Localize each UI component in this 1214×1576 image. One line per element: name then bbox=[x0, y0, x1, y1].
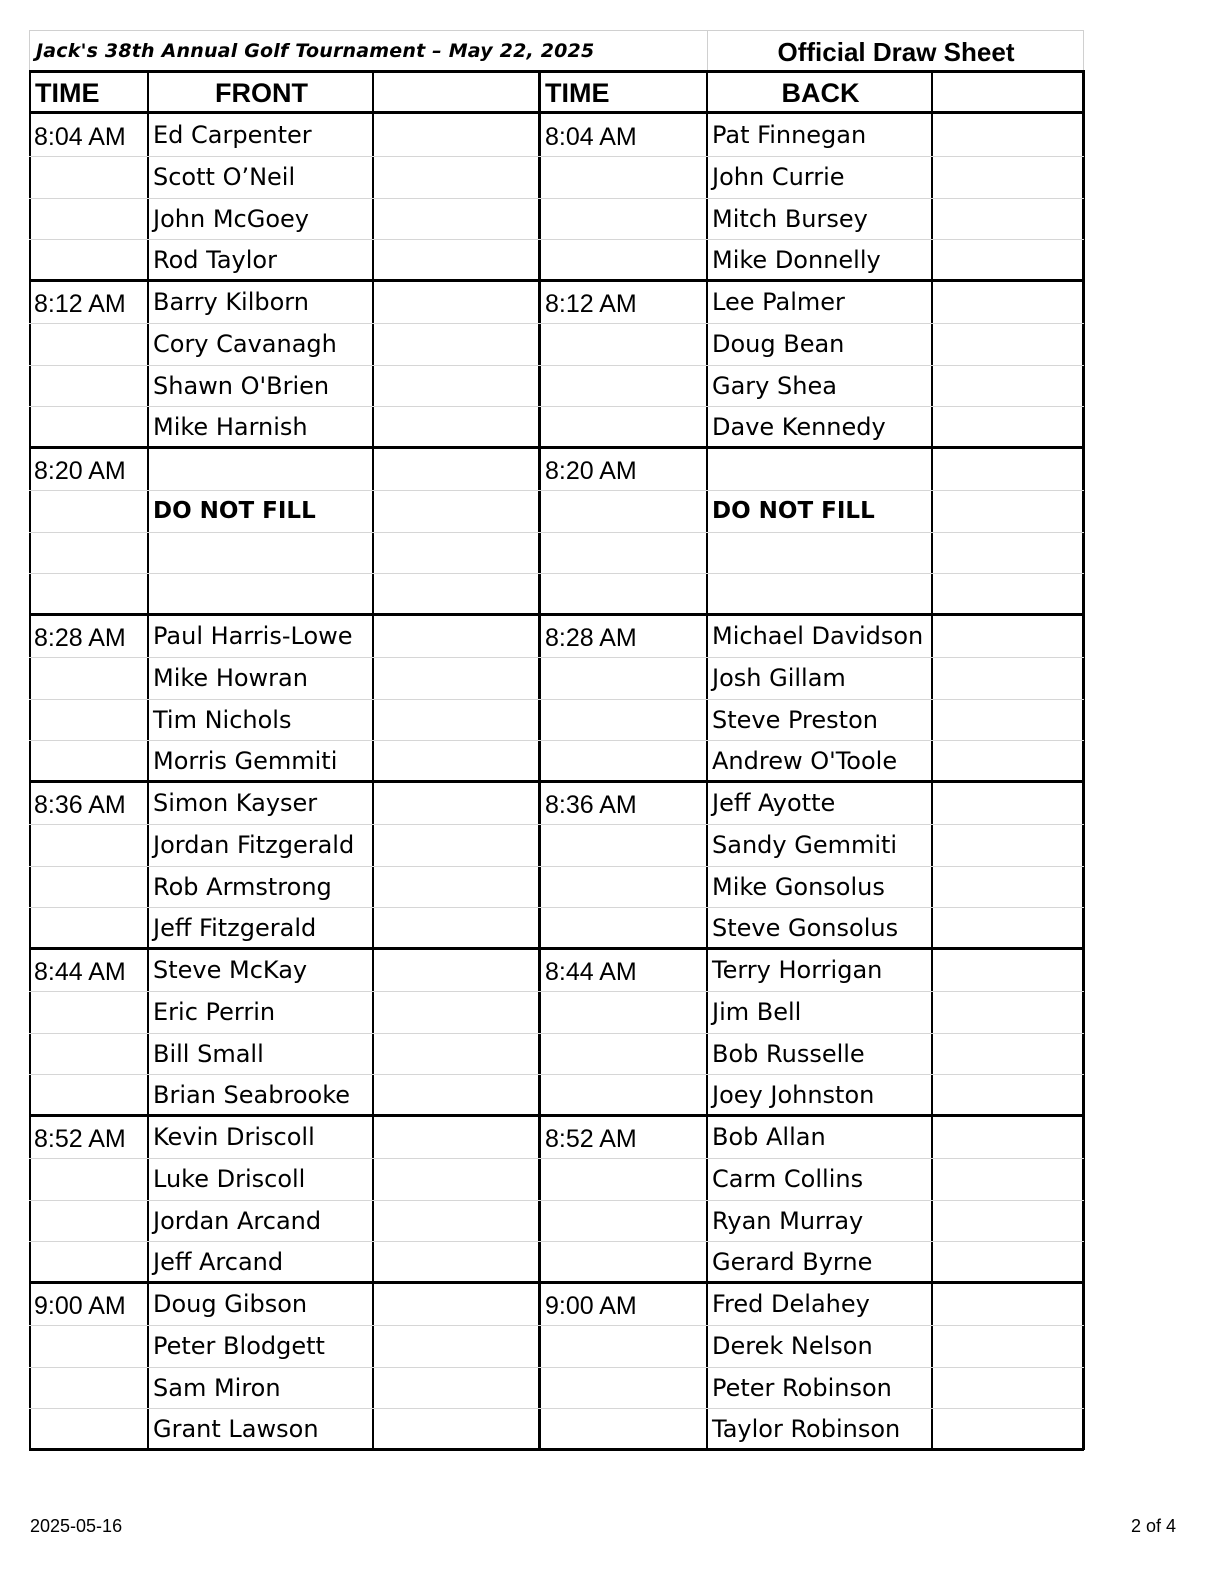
player-name-back: Sandy Gemmiti bbox=[712, 830, 898, 859]
row-divider bbox=[29, 1241, 1084, 1242]
column-divider bbox=[1082, 70, 1085, 1450]
group-divider bbox=[29, 947, 1084, 950]
player-name-back: Steve Preston bbox=[712, 705, 878, 734]
column-divider bbox=[706, 70, 708, 1450]
row-divider bbox=[29, 573, 1084, 574]
row-divider bbox=[29, 198, 1084, 199]
player-name-front: Rob Armstrong bbox=[153, 872, 332, 901]
column-divider bbox=[538, 70, 541, 1450]
player-name-front: Bill Small bbox=[153, 1039, 264, 1068]
player-name-back: Bob Allan bbox=[712, 1123, 826, 1151]
column-header-front: FRONT bbox=[215, 78, 308, 108]
tee-time-back: 8:04 AM bbox=[545, 123, 637, 151]
column-divider bbox=[147, 70, 149, 1450]
column-divider bbox=[931, 70, 933, 1450]
row-divider bbox=[29, 323, 1084, 324]
player-name-front: Barry Kilborn bbox=[153, 288, 309, 316]
tee-time-front: 8:04 AM bbox=[34, 123, 126, 151]
tee-time-front: 8:44 AM bbox=[34, 958, 126, 986]
player-name-back: Gerard Byrne bbox=[712, 1248, 873, 1277]
player-name-back: Andrew O'Toole bbox=[712, 747, 898, 776]
tee-time-front: 8:36 AM bbox=[34, 791, 126, 819]
tee-time-back: 8:44 AM bbox=[545, 958, 637, 986]
player-name-front: Morris Gemmiti bbox=[153, 747, 338, 776]
player-name-front: Mike Howran bbox=[153, 663, 308, 692]
tee-time-back: 9:00 AM bbox=[545, 1292, 637, 1320]
group-divider bbox=[29, 780, 1084, 783]
row-divider bbox=[29, 1074, 1084, 1075]
player-name-back: Mitch Bursey bbox=[712, 204, 868, 233]
player-name-back: Peter Robinson bbox=[712, 1373, 892, 1402]
tee-time-back: 8:36 AM bbox=[545, 791, 637, 819]
group-divider bbox=[29, 446, 1084, 449]
player-name-back: Taylor Robinson bbox=[712, 1415, 901, 1444]
player-name-back: Mike Gonsolus bbox=[712, 872, 885, 901]
column-header-row bbox=[29, 70, 1084, 114]
group-divider bbox=[29, 1448, 1084, 1451]
tee-time-back: 8:28 AM bbox=[545, 624, 637, 652]
row-divider bbox=[29, 657, 1084, 658]
player-name-back: Ryan Murray bbox=[712, 1206, 864, 1235]
tee-time-back: 8:52 AM bbox=[545, 1125, 637, 1153]
player-name-front: Scott O’Neil bbox=[153, 162, 296, 191]
player-name-back: Dave Kennedy bbox=[712, 413, 886, 442]
player-name-front: Kevin Driscoll bbox=[153, 1123, 315, 1151]
tee-time-back: 8:12 AM bbox=[545, 290, 637, 318]
player-name-back: Michael Davidson bbox=[712, 622, 924, 650]
tee-time-back: 8:20 AM bbox=[545, 457, 637, 485]
row-divider bbox=[29, 406, 1084, 407]
row-divider bbox=[29, 1325, 1084, 1326]
player-name-front: Luke Driscoll bbox=[153, 1164, 306, 1193]
row-divider bbox=[29, 1158, 1084, 1159]
player-name-back: Fred Delahey bbox=[712, 1290, 870, 1318]
player-name-back: Josh Gillam bbox=[712, 663, 846, 692]
player-name-front: Shawn O'Brien bbox=[153, 371, 330, 400]
tee-time-front: 8:52 AM bbox=[34, 1125, 126, 1153]
player-name-front: Paul Harris-Lowe bbox=[153, 622, 353, 650]
player-name-front: Ed Carpenter bbox=[153, 121, 312, 149]
row-divider bbox=[29, 824, 1084, 825]
tournament-title: Jack's 38th Annual Golf Tournament – May 22, 2025 bbox=[36, 40, 595, 62]
player-name-front: Doug Gibson bbox=[153, 1290, 308, 1318]
row-divider bbox=[29, 991, 1084, 992]
row-divider bbox=[29, 239, 1084, 240]
sheet-label-cell bbox=[708, 30, 1084, 70]
player-name-back: DO NOT FILL bbox=[712, 497, 875, 524]
row-divider bbox=[29, 1033, 1084, 1034]
player-name-front: Cory Cavanagh bbox=[153, 329, 337, 358]
player-name-front: Tim Nichols bbox=[153, 705, 292, 734]
player-name-front: Jordan Arcand bbox=[153, 1206, 322, 1235]
tournament-title-cell bbox=[29, 30, 708, 70]
player-name-back: Carm Collins bbox=[712, 1164, 864, 1193]
player-name-front: Sam Miron bbox=[153, 1373, 281, 1402]
row-divider bbox=[29, 740, 1084, 741]
player-name-front: John McGoey bbox=[153, 204, 309, 233]
player-name-back: John Currie bbox=[712, 162, 845, 191]
group-divider bbox=[29, 279, 1084, 282]
column-header-time-back: TIME bbox=[545, 78, 610, 108]
sheet-label: Official Draw Sheet bbox=[777, 37, 1015, 67]
player-name-front: Brian Seabrooke bbox=[153, 1081, 351, 1110]
tee-time-front: 8:12 AM bbox=[34, 290, 126, 318]
footer-page-number: 2 of 4 bbox=[1130, 1516, 1176, 1536]
row-divider bbox=[29, 866, 1084, 867]
group-divider bbox=[29, 1114, 1084, 1117]
row-divider bbox=[29, 1367, 1084, 1368]
player-name-front: Mike Harnish bbox=[153, 413, 308, 442]
row-divider bbox=[29, 907, 1084, 908]
player-name-front: Jeff Fitzgerald bbox=[153, 914, 317, 943]
row-divider bbox=[29, 1408, 1084, 1409]
player-name-back: Gary Shea bbox=[712, 371, 837, 400]
player-name-front: Eric Perrin bbox=[153, 997, 276, 1026]
player-name-back: Terry Horrigan bbox=[712, 956, 883, 984]
group-divider bbox=[29, 1281, 1084, 1284]
player-name-front: DO NOT FILL bbox=[153, 497, 316, 524]
row-divider bbox=[29, 156, 1084, 157]
row-divider bbox=[29, 699, 1084, 700]
tee-time-front: 9:00 AM bbox=[34, 1292, 126, 1320]
player-name-front: Peter Blodgett bbox=[153, 1331, 325, 1360]
draw-sheet-table bbox=[29, 30, 1084, 1452]
player-name-back: Joey Johnston bbox=[712, 1081, 875, 1110]
player-name-back: Jim Bell bbox=[712, 997, 802, 1026]
player-name-back: Lee Palmer bbox=[712, 288, 845, 316]
column-divider bbox=[29, 70, 31, 1450]
tee-time-front: 8:28 AM bbox=[34, 624, 126, 652]
player-name-back: Mike Donnelly bbox=[712, 246, 881, 275]
column-divider bbox=[372, 70, 374, 1450]
player-name-front: Grant Lawson bbox=[153, 1415, 319, 1444]
player-name-front: Jordan Fitzgerald bbox=[153, 830, 355, 859]
player-name-back: Steve Gonsolus bbox=[712, 914, 899, 943]
group-divider bbox=[29, 613, 1084, 616]
row-divider bbox=[29, 490, 1084, 491]
player-name-front: Jeff Arcand bbox=[153, 1248, 284, 1277]
row-divider bbox=[29, 365, 1084, 366]
player-name-front: Rod Taylor bbox=[153, 246, 277, 275]
row-divider bbox=[29, 532, 1084, 533]
player-name-front: Steve McKay bbox=[153, 956, 308, 984]
tee-time-front: 8:20 AM bbox=[34, 457, 126, 485]
player-name-back: Jeff Ayotte bbox=[712, 789, 836, 817]
footer-date: 2025-05-16 bbox=[30, 1516, 123, 1536]
column-header-back: BACK bbox=[781, 78, 860, 108]
player-name-back: Derek Nelson bbox=[712, 1331, 873, 1360]
row-divider bbox=[29, 1200, 1084, 1201]
player-name-front: Simon Kayser bbox=[153, 789, 318, 817]
column-header-time-front: TIME bbox=[35, 78, 100, 108]
player-name-back: Bob Russelle bbox=[712, 1039, 865, 1068]
player-name-back: Pat Finnegan bbox=[712, 121, 867, 149]
player-name-back: Doug Bean bbox=[712, 329, 845, 358]
